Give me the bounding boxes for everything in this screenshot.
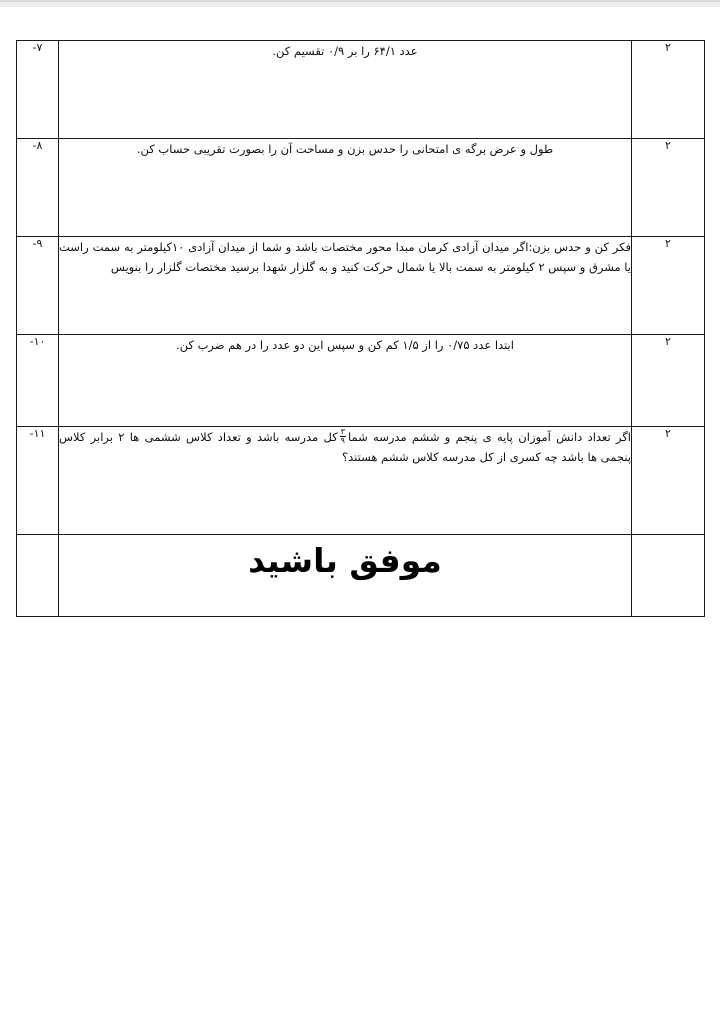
question-number: ۹- (17, 237, 59, 335)
question-number: ۷- (17, 41, 59, 139)
exam-questions-table (16, 40, 705, 617)
question-score: ۲ (632, 41, 705, 139)
document-page (0, 7, 720, 1015)
question-text-part2: کل مدرسه باشد و تعداد کلاس ششمی ها ۲ برابر کلاس پنجمی ها باشد چه کسری از کل مدرسه کلاس ششم هستند؟ (59, 430, 631, 465)
question-number: ۱۰- (17, 335, 59, 427)
question-score: ۲ (632, 335, 705, 427)
question-text: فکر کن و حدس بزن:اگر میدان آزادی کرمان مبدا محور مختصات باشد و شما از میدان آزادی ۱۰کیلومتر به سمت راست یا مشرق و سپس ۲ کیلومتر به سمت بالا یا شمال حرکت کنید و به گلزار شهدا برسید مختصات گلزار را بنویس (59, 237, 632, 335)
fraction-denominator: ۹ (340, 436, 345, 445)
footer-score-cell (632, 535, 705, 617)
question-text: ابتدا عدد ۰/۷۵ را از ۱/۵ کم کن و سپس این دو عدد را در هم ضرب کن. (59, 335, 632, 427)
table-row-footer (17, 535, 705, 617)
question-text (59, 427, 632, 535)
good-luck-text: موفق باشید (248, 541, 442, 580)
question-score: ۲ (632, 427, 705, 535)
table-row (17, 41, 705, 139)
question-text-part1: اگر تعداد دانش آموزان پایه ی پنجم و ششم مدرسه شما (347, 430, 631, 444)
good-luck-message (59, 535, 632, 617)
table-row (17, 335, 705, 427)
question-score: ۲ (632, 139, 705, 237)
question-number: ۱۱- (17, 427, 59, 535)
question-score: ۲ (632, 237, 705, 335)
table-row (17, 427, 705, 535)
inline-fraction (340, 428, 346, 445)
table-row (17, 237, 705, 335)
footer-number-cell (17, 535, 59, 617)
question-number: ۸- (17, 139, 59, 237)
table-row (17, 139, 705, 237)
question-text: طول و عرض برگه ی امتحانی را حدس بزن و مساحت آن را بصورت تقریبی حساب کن. (59, 139, 632, 237)
fraction-numerator: ۳ (340, 426, 345, 436)
question-text: عدد ۶۴/۱ را بر ۰/۹ تقسیم کن. (59, 41, 632, 139)
